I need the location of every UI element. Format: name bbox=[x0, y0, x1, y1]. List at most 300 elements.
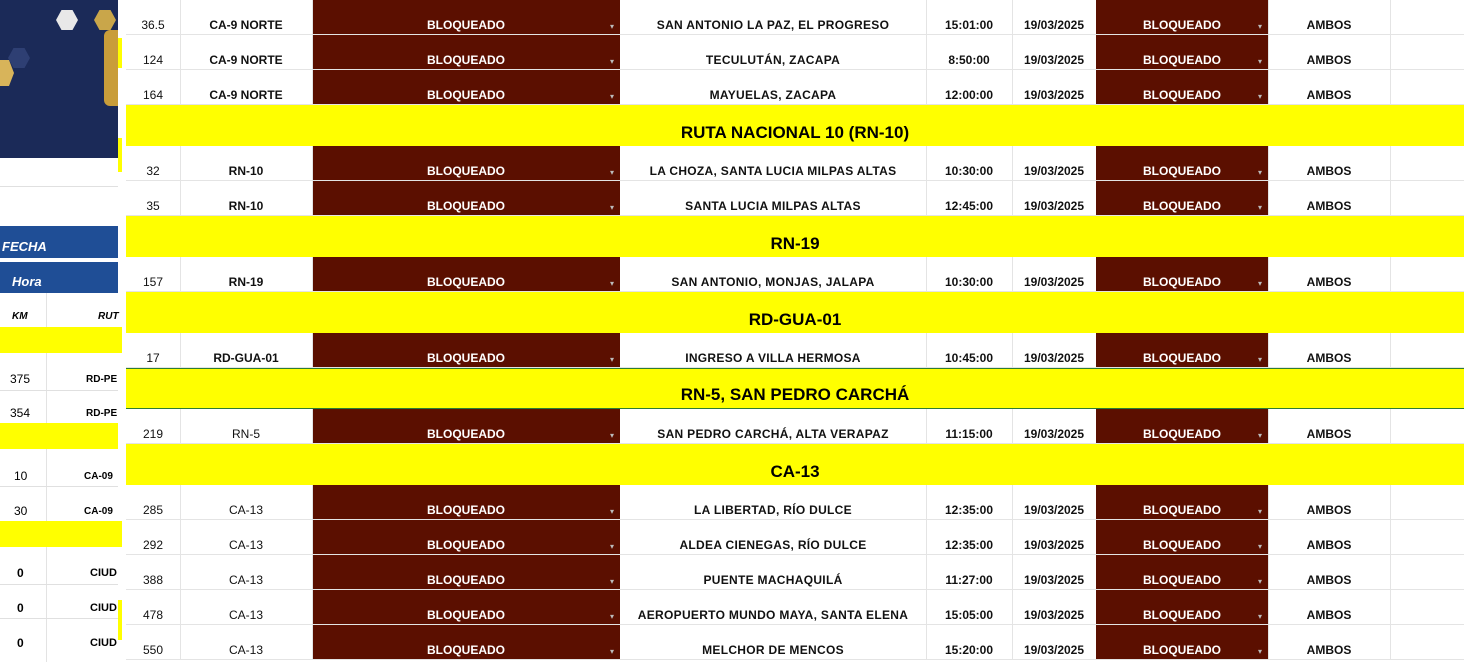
column-divider bbox=[180, 485, 181, 519]
ruta-value: RN-5 bbox=[231, 427, 260, 441]
fecha-cell[interactable] bbox=[1012, 555, 1096, 589]
fecha-cell[interactable] bbox=[1012, 590, 1096, 624]
section-title: RN-19 bbox=[770, 234, 820, 253]
fecha-cell[interactable] bbox=[1012, 181, 1096, 215]
table-row bbox=[126, 590, 1464, 625]
left-km-cell: 0 bbox=[17, 601, 24, 615]
fecha-value: 19/03/2025 bbox=[1023, 503, 1085, 517]
table-row bbox=[126, 555, 1464, 590]
hora-value: 11:27:00 bbox=[945, 573, 993, 587]
ruta-cell[interactable] bbox=[180, 590, 312, 624]
section-title: RD-GUA-01 bbox=[748, 310, 842, 329]
empty-cell[interactable] bbox=[1390, 520, 1464, 554]
left-ruta-cell: CIUD bbox=[90, 637, 117, 649]
ruta-cell[interactable] bbox=[180, 146, 312, 180]
estado-dropdown-value: BLOQUEADO bbox=[427, 164, 505, 178]
column-divider bbox=[1012, 146, 1013, 180]
lugar-cell[interactable] bbox=[620, 485, 926, 519]
column-divider bbox=[312, 181, 313, 215]
column-divider bbox=[1268, 333, 1269, 367]
direccion-value: AMBOS bbox=[1306, 53, 1352, 67]
km-cell[interactable] bbox=[126, 0, 180, 34]
direccion-cell[interactable] bbox=[1268, 409, 1390, 443]
dropdown-arrow-icon[interactable]: ▾ bbox=[1257, 507, 1262, 516]
dropdown-arrow-icon[interactable]: ▾ bbox=[609, 203, 614, 212]
dropdown-arrow-icon[interactable]: ▾ bbox=[609, 355, 614, 364]
section-header-row[interactable] bbox=[126, 105, 1464, 146]
direccion-cell[interactable] bbox=[1268, 146, 1390, 180]
column-divider bbox=[180, 409, 181, 443]
lugar-value: LA LIBERTAD, RÍO DULCE bbox=[694, 503, 852, 517]
lugar-value: AEROPUERTO MUNDO MAYA, SANTA ELENA bbox=[637, 608, 909, 622]
ruta-cell[interactable] bbox=[180, 555, 312, 589]
column-divider bbox=[1012, 409, 1013, 443]
column-divider bbox=[312, 625, 313, 659]
dropdown-arrow-icon[interactable]: ▾ bbox=[609, 612, 614, 621]
km-cell[interactable] bbox=[126, 146, 180, 180]
estado2-dropdown-cell[interactable] bbox=[1096, 409, 1268, 443]
dropdown-arrow-icon[interactable]: ▾ bbox=[1257, 279, 1262, 288]
km-value: 36.5 bbox=[141, 18, 165, 32]
table-row bbox=[126, 70, 1464, 105]
ruta-value: CA-9 NORTE bbox=[209, 18, 283, 32]
km-value: 388 bbox=[142, 573, 164, 587]
lugar-cell[interactable] bbox=[620, 146, 926, 180]
logo-image bbox=[0, 0, 118, 158]
lugar-value: TECULUTÁN, ZACAPA bbox=[705, 53, 841, 67]
estado2-dropdown-cell[interactable] bbox=[1096, 625, 1268, 659]
km-cell[interactable] bbox=[126, 625, 180, 659]
hora-cell[interactable] bbox=[926, 555, 1012, 589]
ruta-cell[interactable] bbox=[180, 409, 312, 443]
lugar-value: MELCHOR DE MENCOS bbox=[702, 643, 844, 657]
ruta-value: CA-13 bbox=[228, 573, 263, 587]
column-divider bbox=[1268, 35, 1269, 69]
dropdown-arrow-icon[interactable]: ▾ bbox=[1257, 203, 1262, 212]
column-divider bbox=[1012, 70, 1013, 104]
column-divider bbox=[180, 35, 181, 69]
estado2-dropdown-cell[interactable] bbox=[1096, 35, 1268, 69]
lugar-value: ALDEA CIENEGAS, RÍO DULCE bbox=[679, 538, 867, 552]
estado2-dropdown-value: BLOQUEADO bbox=[1143, 608, 1221, 622]
direccion-value: AMBOS bbox=[1306, 538, 1352, 552]
section-title: RUTA NACIONAL 10 (RN-10) bbox=[680, 123, 910, 142]
dropdown-arrow-icon[interactable]: ▾ bbox=[1257, 647, 1262, 656]
dropdown-arrow-icon[interactable]: ▾ bbox=[609, 22, 614, 31]
dropdown-arrow-icon[interactable]: ▾ bbox=[609, 577, 614, 586]
estado2-dropdown-cell[interactable] bbox=[1096, 520, 1268, 554]
estado2-dropdown-value: BLOQUEADO bbox=[1143, 503, 1221, 517]
column-divider bbox=[926, 625, 927, 659]
section-header-row[interactable] bbox=[126, 216, 1464, 257]
lugar-cell[interactable] bbox=[620, 257, 926, 291]
dropdown-arrow-icon[interactable]: ▾ bbox=[609, 542, 614, 551]
column-divider bbox=[1390, 485, 1391, 519]
empty-cell[interactable] bbox=[1390, 181, 1464, 215]
estado2-dropdown-cell[interactable] bbox=[1096, 181, 1268, 215]
direccion-value: AMBOS bbox=[1306, 573, 1352, 587]
section-header-row[interactable] bbox=[126, 292, 1464, 333]
estado2-dropdown-value: BLOQUEADO bbox=[1143, 427, 1221, 441]
estado-dropdown-value: BLOQUEADO bbox=[427, 538, 505, 552]
section-header-row[interactable] bbox=[126, 368, 1464, 409]
column-divider bbox=[180, 333, 181, 367]
direccion-cell[interactable] bbox=[1268, 257, 1390, 291]
km-cell[interactable] bbox=[126, 590, 180, 624]
hora-cell[interactable] bbox=[926, 333, 1012, 367]
direccion-value: AMBOS bbox=[1306, 503, 1352, 517]
estado2-dropdown-cell[interactable] bbox=[1096, 590, 1268, 624]
direccion-cell[interactable] bbox=[1268, 35, 1390, 69]
estado-dropdown-cell[interactable] bbox=[312, 555, 620, 589]
column-divider bbox=[1012, 590, 1013, 624]
fecha-cell[interactable] bbox=[1012, 257, 1096, 291]
km-cell[interactable] bbox=[126, 70, 180, 104]
fecha-label: FECHA bbox=[2, 239, 47, 254]
column-divider bbox=[1268, 625, 1269, 659]
hora-value: 12:35:00 bbox=[944, 503, 994, 517]
lugar-cell[interactable] bbox=[620, 70, 926, 104]
lugar-cell[interactable] bbox=[620, 333, 926, 367]
dropdown-arrow-icon[interactable]: ▾ bbox=[609, 647, 614, 656]
dropdown-arrow-icon[interactable]: ▾ bbox=[609, 279, 614, 288]
column-divider bbox=[926, 70, 927, 104]
estado-dropdown-cell[interactable] bbox=[312, 257, 620, 291]
left-km-cell: 10 bbox=[14, 469, 28, 483]
estado2-dropdown-cell[interactable] bbox=[1096, 257, 1268, 291]
column-divider bbox=[1390, 0, 1391, 34]
column-divider bbox=[926, 485, 927, 519]
column-divider bbox=[312, 0, 313, 34]
fecha-value: 19/03/2025 bbox=[1023, 53, 1085, 67]
estado2-dropdown-cell[interactable] bbox=[1096, 485, 1268, 519]
estado-dropdown-value: BLOQUEADO bbox=[427, 53, 505, 67]
estado-dropdown-cell[interactable] bbox=[312, 590, 620, 624]
estado2-dropdown-cell[interactable] bbox=[1096, 555, 1268, 589]
ruta-cell[interactable] bbox=[180, 35, 312, 69]
ruta-cell[interactable] bbox=[180, 520, 312, 554]
direccion-cell[interactable] bbox=[1268, 590, 1390, 624]
lugar-value: LA CHOZA, SANTA LUCIA MILPAS ALTAS bbox=[649, 164, 897, 178]
estado-dropdown-value: BLOQUEADO bbox=[427, 18, 505, 32]
km-cell[interactable] bbox=[126, 485, 180, 519]
dropdown-arrow-icon[interactable]: ▾ bbox=[609, 431, 614, 440]
column-divider bbox=[180, 520, 181, 554]
estado-dropdown-cell[interactable] bbox=[312, 181, 620, 215]
column-divider bbox=[180, 146, 181, 180]
km-value: 292 bbox=[142, 538, 164, 552]
column-divider bbox=[1268, 520, 1269, 554]
estado-dropdown-value: BLOQUEADO bbox=[427, 199, 505, 213]
hora-value: 12:45:00 bbox=[944, 199, 994, 213]
km-cell[interactable] bbox=[126, 555, 180, 589]
estado-dropdown-value: BLOQUEADO bbox=[427, 88, 505, 102]
direccion-value: AMBOS bbox=[1306, 88, 1352, 102]
estado-dropdown-value: BLOQUEADO bbox=[427, 351, 505, 365]
hora-value: 15:05:00 bbox=[944, 608, 994, 622]
km-cell[interactable] bbox=[126, 409, 180, 443]
column-divider bbox=[180, 590, 181, 624]
direccion-cell[interactable] bbox=[1268, 181, 1390, 215]
km-cell[interactable] bbox=[126, 257, 180, 291]
dropdown-arrow-icon[interactable]: ▾ bbox=[1257, 92, 1262, 101]
estado2-dropdown-cell[interactable] bbox=[1096, 333, 1268, 367]
lugar-cell[interactable] bbox=[620, 625, 926, 659]
estado2-dropdown-value: BLOQUEADO bbox=[1143, 199, 1221, 213]
estado2-dropdown-value: BLOQUEADO bbox=[1143, 53, 1221, 67]
dropdown-arrow-icon[interactable]: ▾ bbox=[609, 507, 614, 516]
fecha-cell[interactable] bbox=[1012, 485, 1096, 519]
fecha-value: 19/03/2025 bbox=[1023, 18, 1085, 32]
column-divider bbox=[312, 146, 313, 180]
column-divider bbox=[180, 625, 181, 659]
dropdown-arrow-icon[interactable]: ▾ bbox=[1257, 577, 1262, 586]
hora-cell[interactable] bbox=[926, 70, 1012, 104]
hora-cell[interactable] bbox=[926, 257, 1012, 291]
km-cell[interactable] bbox=[126, 333, 180, 367]
estado-dropdown-cell[interactable] bbox=[312, 625, 620, 659]
fecha-value: 19/03/2025 bbox=[1023, 608, 1085, 622]
dropdown-arrow-icon[interactable]: ▾ bbox=[609, 57, 614, 66]
direccion-cell[interactable] bbox=[1268, 70, 1390, 104]
hora-value: 12:00:00 bbox=[944, 88, 994, 102]
estado-dropdown-cell[interactable] bbox=[312, 409, 620, 443]
column-divider bbox=[1268, 70, 1269, 104]
estado-dropdown-cell[interactable] bbox=[312, 485, 620, 519]
dropdown-arrow-icon[interactable]: ▾ bbox=[1257, 22, 1262, 31]
lugar-cell[interactable] bbox=[620, 0, 926, 34]
direccion-cell[interactable] bbox=[1268, 0, 1390, 34]
left-ruta-cell: RD-PE bbox=[86, 408, 118, 419]
hora-cell[interactable] bbox=[926, 35, 1012, 69]
ruta-value: CA-13 bbox=[228, 538, 263, 552]
dropdown-arrow-icon[interactable]: ▾ bbox=[1257, 57, 1262, 66]
direccion-cell[interactable] bbox=[1268, 485, 1390, 519]
empty-cell[interactable] bbox=[1390, 70, 1464, 104]
km-value: 219 bbox=[142, 427, 164, 441]
column-divider bbox=[312, 35, 313, 69]
empty-cell[interactable] bbox=[1390, 625, 1464, 659]
empty-cell[interactable] bbox=[1390, 0, 1464, 34]
ruta-cell[interactable] bbox=[180, 257, 312, 291]
column-divider bbox=[1268, 485, 1269, 519]
estado2-dropdown-value: BLOQUEADO bbox=[1143, 164, 1221, 178]
fecha-value: 19/03/2025 bbox=[1023, 164, 1085, 178]
column-divider bbox=[926, 35, 927, 69]
column-divider bbox=[1012, 485, 1013, 519]
ruta-value: RN-19 bbox=[228, 275, 264, 289]
left-km-cell: 30 bbox=[14, 504, 28, 518]
direccion-value: AMBOS bbox=[1306, 351, 1352, 365]
empty-cell[interactable] bbox=[1390, 35, 1464, 69]
hora-cell[interactable] bbox=[926, 146, 1012, 180]
estado-dropdown-cell[interactable] bbox=[312, 333, 620, 367]
hora-cell[interactable] bbox=[926, 590, 1012, 624]
column-divider bbox=[1268, 409, 1269, 443]
hora-value: 15:20:00 bbox=[944, 643, 994, 657]
km-value: 157 bbox=[142, 275, 164, 289]
dropdown-arrow-icon[interactable]: ▾ bbox=[1257, 542, 1262, 551]
estado2-dropdown-cell[interactable] bbox=[1096, 0, 1268, 34]
estado-dropdown-cell[interactable] bbox=[312, 0, 620, 34]
table-row bbox=[126, 485, 1464, 520]
fecha-value: 19/03/2025 bbox=[1023, 538, 1085, 552]
dropdown-arrow-icon[interactable]: ▾ bbox=[609, 168, 614, 177]
column-divider bbox=[1390, 333, 1391, 367]
hora-cell[interactable] bbox=[926, 520, 1012, 554]
empty-cell[interactable] bbox=[1390, 409, 1464, 443]
fecha-value: 19/03/2025 bbox=[1023, 573, 1085, 587]
ruta-value: CA-13 bbox=[228, 643, 263, 657]
hora-label: Hora bbox=[12, 274, 42, 289]
hora-cell[interactable] bbox=[926, 625, 1012, 659]
column-divider bbox=[1390, 590, 1391, 624]
direccion-cell[interactable] bbox=[1268, 333, 1390, 367]
km-column-header: KM bbox=[12, 311, 28, 322]
column-divider bbox=[1268, 590, 1269, 624]
hora-cell[interactable] bbox=[926, 409, 1012, 443]
estado-dropdown-value: BLOQUEADO bbox=[427, 643, 505, 657]
estado-dropdown-cell[interactable] bbox=[312, 70, 620, 104]
estado-dropdown-cell[interactable] bbox=[312, 146, 620, 180]
lugar-cell[interactable] bbox=[620, 520, 926, 554]
km-value: 124 bbox=[142, 53, 164, 67]
ruta-value: RN-10 bbox=[228, 164, 264, 178]
column-divider bbox=[180, 181, 181, 215]
estado-dropdown-value: BLOQUEADO bbox=[427, 573, 505, 587]
left-ruta-cell: RD-PE bbox=[86, 374, 118, 385]
dropdown-arrow-icon[interactable]: ▾ bbox=[1257, 612, 1262, 621]
ruta-cell[interactable] bbox=[180, 333, 312, 367]
hora-cell[interactable] bbox=[926, 181, 1012, 215]
direccion-cell[interactable] bbox=[1268, 555, 1390, 589]
table-row bbox=[126, 520, 1464, 555]
dropdown-arrow-icon[interactable]: ▾ bbox=[1257, 431, 1262, 440]
empty-cell[interactable] bbox=[1390, 555, 1464, 589]
fecha-cell[interactable] bbox=[1012, 520, 1096, 554]
empty-cell[interactable] bbox=[1390, 590, 1464, 624]
fecha-cell[interactable] bbox=[1012, 35, 1096, 69]
hora-cell[interactable] bbox=[926, 485, 1012, 519]
ruta-cell[interactable] bbox=[180, 625, 312, 659]
lugar-value: SAN PEDRO CARCHÁ, ALTA VERAPAZ bbox=[657, 427, 889, 441]
left-ruta-cell: CIUD bbox=[90, 602, 117, 614]
hora-header bbox=[0, 262, 118, 293]
table-row bbox=[126, 409, 1464, 444]
direccion-value: AMBOS bbox=[1306, 275, 1352, 289]
dropdown-arrow-icon[interactable]: ▾ bbox=[609, 92, 614, 101]
fecha-cell[interactable] bbox=[1012, 0, 1096, 34]
km-value: 285 bbox=[142, 503, 164, 517]
lugar-cell[interactable] bbox=[620, 409, 926, 443]
left-km-cell: 0 bbox=[17, 566, 24, 580]
lugar-cell[interactable] bbox=[620, 181, 926, 215]
hora-value: 12:35:00 bbox=[944, 538, 994, 552]
lugar-value: MAYUELAS, ZACAPA bbox=[709, 88, 837, 102]
direccion-cell[interactable] bbox=[1268, 625, 1390, 659]
hora-value: 15:01:00 bbox=[944, 18, 994, 32]
column-divider bbox=[926, 590, 927, 624]
empty-cell[interactable] bbox=[1390, 485, 1464, 519]
estado2-dropdown-value: BLOQUEADO bbox=[1143, 18, 1221, 32]
fecha-value: 19/03/2025 bbox=[1023, 88, 1085, 102]
ruta-value: RD-GUA-01 bbox=[213, 351, 279, 365]
ruta-cell[interactable] bbox=[180, 70, 312, 104]
left-km-cell: 0 bbox=[17, 636, 24, 650]
dropdown-arrow-icon[interactable]: ▾ bbox=[1257, 168, 1262, 177]
column-divider bbox=[312, 257, 313, 291]
empty-cell[interactable] bbox=[1390, 333, 1464, 367]
hora-value: 8:50:00 bbox=[948, 53, 990, 67]
ruta-value: RN-10 bbox=[228, 199, 264, 213]
ruta-cell[interactable] bbox=[180, 485, 312, 519]
hora-cell[interactable] bbox=[926, 0, 1012, 34]
column-divider bbox=[1012, 0, 1013, 34]
lugar-cell[interactable] bbox=[620, 590, 926, 624]
lugar-value: SANTA LUCIA MILPAS ALTAS bbox=[685, 199, 861, 213]
column-divider bbox=[1390, 409, 1391, 443]
fecha-header bbox=[0, 226, 118, 258]
direccion-value: AMBOS bbox=[1306, 199, 1352, 213]
estado2-dropdown-cell[interactable] bbox=[1096, 146, 1268, 180]
section-header-row[interactable] bbox=[126, 444, 1464, 485]
dropdown-arrow-icon[interactable]: ▾ bbox=[1257, 355, 1262, 364]
km-value: 164 bbox=[142, 88, 164, 102]
fecha-cell[interactable] bbox=[1012, 333, 1096, 367]
left-ruta-cell: CA-09 bbox=[84, 506, 113, 517]
km-cell[interactable] bbox=[126, 181, 180, 215]
table-row bbox=[126, 625, 1464, 660]
ruta-cell[interactable] bbox=[180, 0, 312, 34]
column-divider bbox=[1012, 35, 1013, 69]
spreadsheet-grid bbox=[126, 0, 1464, 662]
column-divider bbox=[1268, 257, 1269, 291]
ruta-column-header: RUT bbox=[98, 311, 119, 322]
column-divider bbox=[926, 146, 927, 180]
column-divider bbox=[1390, 520, 1391, 554]
fecha-cell[interactable] bbox=[1012, 146, 1096, 180]
estado-dropdown-cell[interactable] bbox=[312, 35, 620, 69]
km-value: 32 bbox=[146, 164, 160, 178]
direccion-cell[interactable] bbox=[1268, 520, 1390, 554]
lugar-value: SAN ANTONIO LA PAZ, EL PROGRESO bbox=[656, 18, 890, 32]
column-divider bbox=[180, 555, 181, 589]
ruta-cell[interactable] bbox=[180, 181, 312, 215]
table-row bbox=[126, 181, 1464, 216]
empty-cell[interactable] bbox=[1390, 146, 1464, 180]
fecha-cell[interactable] bbox=[1012, 409, 1096, 443]
estado2-dropdown-value: BLOQUEADO bbox=[1143, 643, 1221, 657]
left-ruta-cell: CIUD bbox=[90, 567, 117, 579]
fecha-cell[interactable] bbox=[1012, 70, 1096, 104]
table-row bbox=[126, 257, 1464, 292]
km-value: 35 bbox=[146, 199, 160, 213]
hora-value: 11:15:00 bbox=[945, 427, 993, 441]
column-divider bbox=[1012, 625, 1013, 659]
column-divider bbox=[180, 0, 181, 34]
left-ruta-cell: CA-09 bbox=[84, 471, 113, 482]
estado-dropdown-cell[interactable] bbox=[312, 520, 620, 554]
lugar-value: SAN ANTONIO, MONJAS, JALAPA bbox=[671, 275, 875, 289]
lugar-cell[interactable] bbox=[620, 555, 926, 589]
km-cell[interactable] bbox=[126, 520, 180, 554]
fecha-cell[interactable] bbox=[1012, 625, 1096, 659]
lugar-cell[interactable] bbox=[620, 35, 926, 69]
empty-cell[interactable] bbox=[1390, 257, 1464, 291]
estado2-dropdown-cell[interactable] bbox=[1096, 70, 1268, 104]
hora-value: 10:45:00 bbox=[944, 351, 994, 365]
km-cell[interactable] bbox=[126, 35, 180, 69]
